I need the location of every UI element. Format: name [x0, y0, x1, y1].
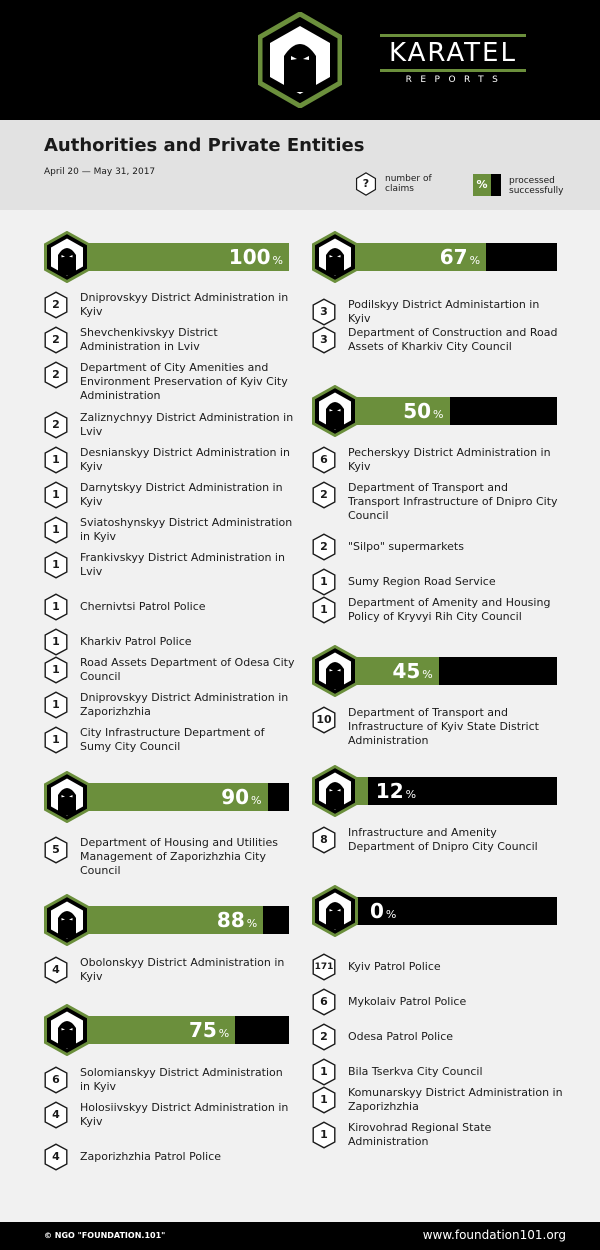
claims-count: 1: [52, 663, 60, 676]
percent-label: [392, 657, 432, 685]
group-header: [312, 765, 557, 817]
claims-count: 6: [52, 1073, 60, 1086]
claims-badge: [312, 481, 336, 509]
claims-badge: [44, 361, 68, 389]
claims-badge: [44, 691, 68, 719]
claims-count: 8: [320, 833, 328, 846]
progress-bar: [74, 243, 289, 271]
percent-value: 50: [403, 399, 432, 423]
entity-name: Road Assets Department of Odesa City Council: [80, 656, 295, 683]
claims-count: 4: [52, 963, 60, 976]
claims-count: 171: [314, 962, 334, 972]
claims-badge: [312, 1121, 336, 1149]
entity-name: Komunarskyy District Administration in Zaporizhzhia: [348, 1086, 563, 1113]
hooded-figure-icon: [44, 771, 90, 823]
claims-count: 1: [52, 733, 60, 746]
percent-sign: %: [385, 908, 397, 921]
entity-name: Solomianskyy District Administration in Kyiv: [80, 1066, 283, 1093]
top-header: [0, 0, 600, 120]
entity-name: Department of City Amenities and Environment Preservation of Kyiv City Administration: [80, 361, 288, 402]
entity-name: Chernivtsi Patrol Police: [80, 600, 206, 613]
claims-count: 1: [52, 523, 60, 536]
claims-count: 3: [320, 333, 328, 346]
claims-count: 3: [320, 305, 328, 318]
percent-value: 75: [188, 1018, 217, 1042]
brand-title: KARATEL: [389, 38, 517, 68]
claims-badge: [44, 446, 68, 474]
claims-count: 2: [52, 368, 60, 381]
percent-value: 88: [216, 908, 245, 932]
percent-sign: %: [218, 1027, 230, 1040]
claims-badge: [312, 533, 336, 561]
entity-name: "Silpo" supermarkets: [348, 540, 464, 553]
claims-badge: [44, 726, 68, 754]
hooded-figure-icon: [312, 385, 358, 437]
entity-name: Desnianskyy District Administration in Kyiv: [80, 446, 290, 473]
percent-label: [376, 777, 416, 805]
claims-count: 1: [52, 698, 60, 711]
percent-value: 12: [375, 779, 404, 803]
claims-badge: [44, 836, 68, 864]
percent-sign: %: [405, 788, 417, 801]
percent-label: [229, 243, 283, 271]
entity-name: Dniprovskyy District Administration in Kyiv: [80, 291, 289, 318]
hooded-figure-icon: [312, 765, 358, 817]
group-header: [44, 894, 289, 946]
hooded-figure-icon: [312, 231, 358, 283]
claims-count: 2: [320, 540, 328, 553]
claims-count: 6: [320, 995, 328, 1008]
entity-name: Darnytskyy District Administration in Kyiv: [80, 481, 283, 508]
claims-count: 2: [320, 488, 328, 501]
percent-label: [440, 243, 480, 271]
claims-badge: [312, 568, 336, 596]
percent-label: [189, 1016, 229, 1044]
claims-badge: [312, 953, 336, 981]
percent-sign: %: [246, 917, 258, 930]
percent-sign: %: [433, 408, 444, 421]
claims-badge: [44, 628, 68, 656]
claims-badge: [44, 656, 68, 684]
percent-sign: %: [251, 794, 262, 807]
legend-processed-text: processed successfully: [509, 176, 564, 196]
claims-badge: [44, 326, 68, 354]
entity-name: Sviatoshynskyy District Administration in Kyiv: [80, 516, 293, 543]
percent-label: [370, 897, 396, 925]
claims-count: 2: [52, 333, 60, 346]
claims-count: 5: [52, 843, 60, 856]
percent-label: [217, 906, 257, 934]
entity-name: Infrastructure and Amenity Department of Dnipro City Council: [348, 826, 538, 853]
progress-bar: [74, 783, 289, 811]
claims-count: 6: [320, 453, 328, 466]
entity-name: Kharkiv Patrol Police: [80, 635, 192, 648]
entity-name: Holosiivskyy District Administration in Kyiv: [80, 1101, 289, 1128]
claims-count: 1: [52, 635, 60, 648]
hooded-figure-icon: [44, 1004, 90, 1056]
entity-name: Kyiv Patrol Police: [348, 960, 441, 973]
entity-name: Obolonskyy District Administration in Kyiv: [80, 956, 285, 983]
claims-badge: [312, 446, 336, 474]
page-title: Authorities and Private Entities: [44, 135, 365, 156]
entity-name: Zaliznychnyy District Administration in Lviv: [80, 411, 294, 438]
progress-bar: [74, 1016, 289, 1044]
brand-subtitle: REPORTS: [405, 75, 507, 85]
footer: [0, 1222, 600, 1250]
brand-bottom-bar: [380, 69, 526, 72]
claims-count: 1: [52, 488, 60, 501]
claims-badge: [44, 593, 68, 621]
entity-name: Department of Construction and Road Assets of Kharkiv City Council: [348, 326, 558, 353]
claims-count: 2: [320, 1030, 328, 1043]
entity-name: Sumy Region Road Service: [348, 575, 496, 588]
claims-badge: [44, 291, 68, 319]
percent-sign: %: [469, 254, 481, 267]
legend-pct-symbol: %: [473, 174, 491, 196]
entity-name: City Infrastructure Department of Sumy City Council: [80, 726, 265, 753]
group-header: [44, 1004, 289, 1056]
entity-name: Department of Housing and Utilities Management of Zaporizhzhia City Council: [80, 836, 278, 877]
group-header: [312, 645, 557, 697]
title-band: [0, 120, 600, 210]
claims-badge: [44, 956, 68, 984]
progress-bar: [342, 657, 557, 685]
progress-bar: [342, 777, 557, 805]
progress-bar: [342, 897, 557, 925]
claims-badge: [312, 988, 336, 1016]
entity-name: Mykolaiv Patrol Police: [348, 995, 467, 1008]
claims-count: 1: [52, 453, 60, 466]
percent-value: 90: [221, 785, 250, 809]
claims-count: 10: [316, 713, 332, 726]
entity-name: Department of Transport and Transport Infrastructure of Dnipro City Council: [348, 481, 558, 522]
group-header: [312, 385, 557, 437]
claims-count: 1: [320, 575, 328, 588]
claims-count: 1: [320, 603, 328, 616]
progress-bar: [342, 397, 557, 425]
claims-badge: [44, 411, 68, 439]
claims-badge: [44, 551, 68, 579]
group-header: [44, 771, 289, 823]
entity-name: Department of Amenity and Housing Policy of Kryvyi Rih City Council: [348, 596, 551, 623]
percent-sign: %: [272, 254, 283, 267]
entity-name: Zaporizhzhia Patrol Police: [80, 1150, 222, 1163]
hooded-figure-icon: [312, 645, 358, 697]
group-header: [312, 885, 557, 937]
group-header: [44, 231, 289, 283]
hooded-figure-icon: [44, 231, 90, 283]
claims-count: 1: [320, 1093, 328, 1106]
claims-count: 1: [52, 558, 60, 571]
claims-badge: [312, 826, 336, 854]
legend-claims-symbol: ?: [362, 177, 370, 190]
percent-sign: %: [422, 668, 433, 681]
entity-name: Dniprovskyy District Administration in Zaporizhzhia: [80, 691, 289, 718]
claims-count: 1: [320, 1128, 328, 1141]
legend-pct-box: [473, 174, 501, 196]
claims-count: 2: [52, 418, 60, 431]
claims-badge: [312, 1086, 336, 1114]
claims-badge: [312, 298, 336, 326]
entity-name: Frankivskyy District Administration in Lviv: [80, 551, 285, 578]
claims-badge: [44, 1066, 68, 1094]
entity-name: Podilskyy District Administartion in Kyiv: [348, 298, 540, 325]
entity-name: Bila Tserkva City Council: [348, 1065, 483, 1078]
logo-hex-icon: [258, 12, 342, 108]
hooded-figure-icon: [312, 885, 358, 937]
entity-name: Kirovohrad Regional State Administration: [348, 1121, 492, 1148]
progress-bar: [74, 906, 289, 934]
progress-bar: [342, 243, 557, 271]
percent-value: 0: [370, 899, 384, 923]
claims-count: 2: [52, 298, 60, 311]
claims-count: 1: [320, 1065, 328, 1078]
claims-count: 1: [52, 600, 60, 613]
claims-badge: [44, 516, 68, 544]
claims-badge: [312, 596, 336, 624]
percent-label: [221, 783, 261, 811]
group-header: [312, 231, 557, 283]
percent-value: 67: [439, 245, 468, 269]
claims-badge: [44, 481, 68, 509]
hooded-figure-icon: [44, 894, 90, 946]
entity-name: Odesa Patrol Police: [348, 1030, 454, 1043]
date-range: April 20 — May 31, 2017: [44, 167, 156, 177]
entity-name: Shevchenkivskyy District Administration in Lviv: [80, 326, 218, 353]
footer-copyright: © NGO "FOUNDATION.101": [44, 1231, 166, 1240]
claims-badge: [312, 326, 336, 354]
claims-badge: [312, 1023, 336, 1051]
entity-name: Pecherskyy District Administration in Kyiv: [348, 446, 551, 473]
claims-badge: [312, 706, 336, 734]
percent-label: [403, 397, 443, 425]
legend-claims-text: number of claims: [385, 174, 432, 194]
percent-value: 100: [228, 245, 271, 269]
footer-url[interactable]: www.foundation101.org: [422, 1228, 566, 1242]
claims-badge: [44, 1101, 68, 1129]
claims-count: 4: [52, 1108, 60, 1121]
percent-value: 45: [392, 659, 421, 683]
claims-count: 4: [52, 1150, 60, 1163]
claims-badge: [312, 1058, 336, 1086]
entity-name: Department of Transport and Infrastructure of Kyiv State District Administration: [348, 706, 539, 747]
claims-badge: [44, 1143, 68, 1171]
brand: [380, 34, 526, 85]
